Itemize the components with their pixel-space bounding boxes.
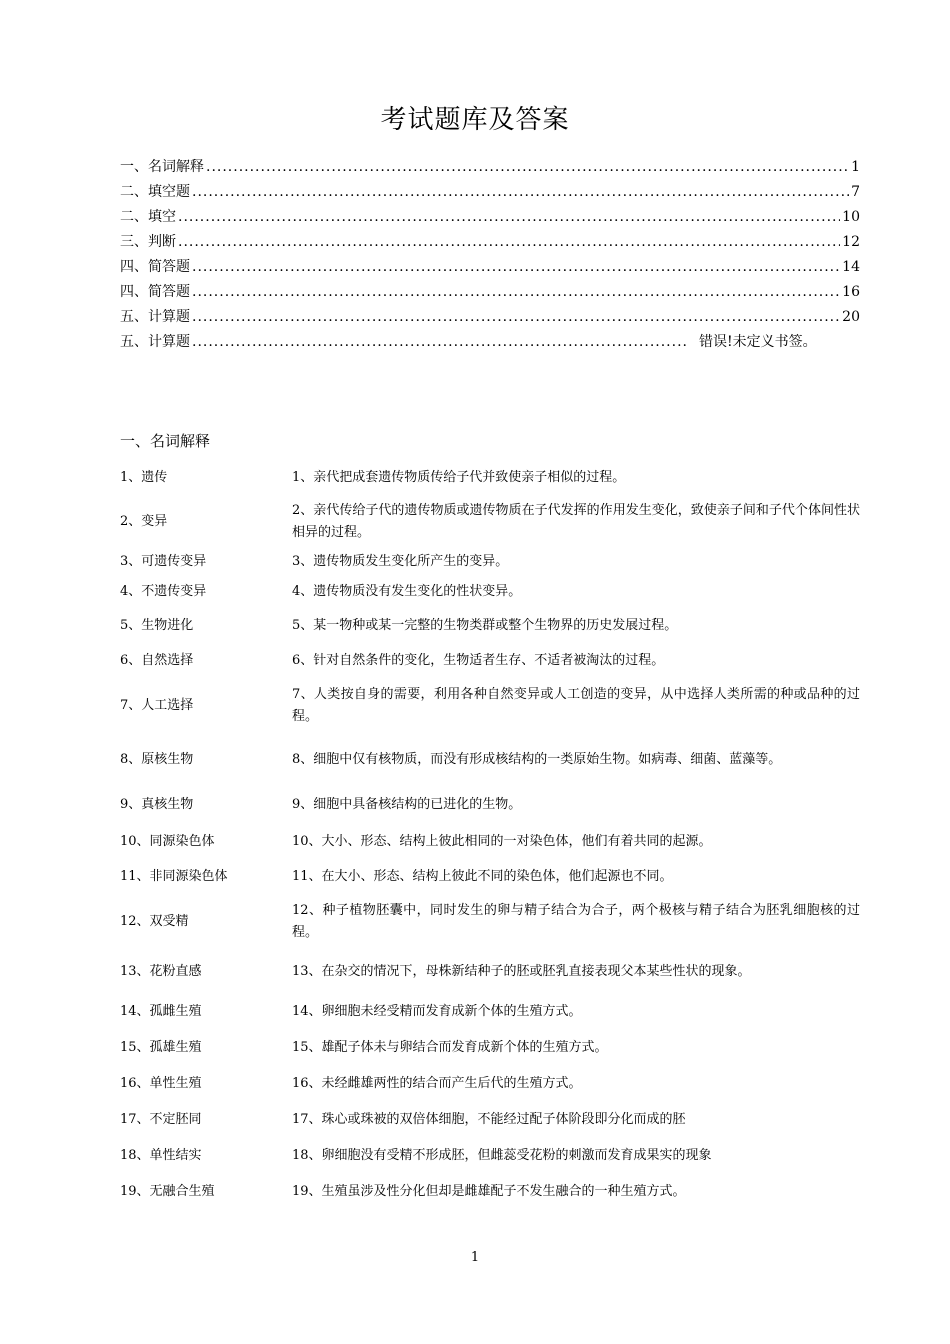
glossary-term: 7、人工选择 xyxy=(120,698,194,713)
toc-leader xyxy=(192,280,840,305)
glossary-definition: 7、人类按自身的需要，利用各种自然变异或人工创造的变异，从中选择人类所需的种或品种的过程。 xyxy=(292,687,860,724)
toc-entry[interactable] xyxy=(120,305,860,330)
toc-entry[interactable] xyxy=(120,230,860,255)
glossary-term: 5、生物进化 xyxy=(120,618,194,633)
toc-leader xyxy=(192,305,840,330)
toc-entry-page: 20 xyxy=(842,309,860,325)
toc-entry[interactable] xyxy=(120,280,860,305)
glossary-term: 13、花粉直感 xyxy=(120,964,202,979)
glossary-term: 4、不遗传变异 xyxy=(120,584,207,599)
glossary-term: 10、同源染色体 xyxy=(120,834,215,849)
glossary-term: 8、原核生物 xyxy=(120,752,194,767)
glossary-term: 2、变异 xyxy=(120,514,168,529)
toc-leader xyxy=(192,330,687,355)
toc-entry-label: 一、名词解释 xyxy=(120,159,204,175)
toc-entry-label: 四、简答题 xyxy=(120,259,190,275)
glossary-item xyxy=(120,994,860,1030)
glossary-item xyxy=(120,576,860,608)
glossary-definition: 12、种子植物胚囊中，同时发生的卵与精子结合为合子，两个极核与精子结合为胚乳细胞核的过程。 xyxy=(292,903,860,940)
toc-entry[interactable] xyxy=(120,255,860,280)
toc-leader xyxy=(178,205,840,230)
glossary-definition: 9、细胞中具备核结构的已进化的生物。 xyxy=(292,797,522,812)
glossary-item xyxy=(120,548,860,576)
glossary-item xyxy=(120,1030,860,1066)
glossary-definition: 8、细胞中仅有核物质，而没有形成核结构的一类原始生物。如病毒、细菌、蓝藻等。 xyxy=(292,752,782,767)
glossary-definition: 11、在大小、形态、结构上彼此不同的染色体，他们起源也不同。 xyxy=(292,869,673,884)
toc-entry-label: 三、判断 xyxy=(120,234,176,250)
toc-entry[interactable] xyxy=(120,155,860,180)
glossary-item xyxy=(120,894,860,950)
glossary-term: 11、非同源染色体 xyxy=(120,869,228,884)
glossary-term: 1、遗传 xyxy=(120,470,168,485)
glossary-definition: 19、生殖虽涉及性分化但却是雌雄配子不发生融合的一种生殖方式。 xyxy=(292,1184,686,1199)
toc-entry-label: 二、填空题 xyxy=(120,184,190,200)
toc-entry[interactable] xyxy=(120,180,860,205)
toc-entry[interactable] xyxy=(120,330,860,355)
glossary-item xyxy=(120,1066,860,1102)
glossary-definition: 17、珠心或珠被的双倍体细胞，不能经过配子体阶段即分化而成的胚 xyxy=(292,1112,686,1127)
toc-entry[interactable] xyxy=(120,205,860,230)
glossary-definition: 5、某一物种或某一完整的生物类群或整个生物界的历史发展过程。 xyxy=(292,618,678,633)
glossary-term: 18、单性结实 xyxy=(120,1148,202,1163)
glossary-term: 14、孤雌生殖 xyxy=(120,1004,202,1019)
glossary-term: 3、可遗传变异 xyxy=(120,554,207,569)
glossary-definition: 4、遗传物质没有发生变化的性状变异。 xyxy=(292,584,522,599)
glossary-item xyxy=(120,1174,860,1210)
glossary-term: 9、真核生物 xyxy=(120,797,194,812)
toc-entry-label: 四、简答题 xyxy=(120,284,190,300)
toc-entry-page: 7 xyxy=(851,184,860,200)
document-title: 考试题库及答案 xyxy=(380,105,570,135)
glossary-list xyxy=(120,460,860,1210)
glossary-item xyxy=(120,608,860,644)
glossary-item xyxy=(120,1138,860,1174)
toc-leader xyxy=(206,155,849,180)
toc-entry-page: 12 xyxy=(842,234,860,250)
toc-leader xyxy=(192,180,849,205)
glossary-definition: 14、卵细胞未经受精而发育成新个体的生殖方式。 xyxy=(292,1004,582,1019)
glossary-definition: 3、遗传物质发生变化所产生的变异。 xyxy=(292,554,509,569)
glossary-item xyxy=(120,496,860,548)
glossary-item xyxy=(120,950,860,994)
glossary-term: 15、孤雄生殖 xyxy=(120,1040,202,1055)
glossary-definition: 6、针对自然条件的变化，生物适者生存、不适者被淘汰的过程。 xyxy=(292,653,665,668)
toc-entry-page: 14 xyxy=(842,259,860,275)
glossary-term: 6、自然选择 xyxy=(120,653,194,668)
glossary-item xyxy=(120,734,860,786)
glossary-definition: 13、在杂交的情况下，母株新结种子的胚或胚乳直接表现父本某些性状的现象。 xyxy=(292,964,751,979)
section-heading: 一、名词解释 xyxy=(120,432,211,450)
toc-leader xyxy=(192,255,840,280)
table-of-contents xyxy=(120,155,860,355)
toc-entry-label: 五、计算题 xyxy=(120,334,190,350)
glossary-definition: 16、未经雌雄两性的结合而产生后代的生殖方式。 xyxy=(292,1076,582,1091)
glossary-item xyxy=(120,860,860,894)
glossary-item xyxy=(120,678,860,734)
toc-entry-label: 二、填空 xyxy=(120,209,176,225)
toc-entry-page: 16 xyxy=(842,284,860,300)
glossary-term: 12、双受精 xyxy=(120,914,189,929)
toc-entry-page: 10 xyxy=(842,209,860,225)
glossary-item xyxy=(120,460,860,496)
glossary-item xyxy=(120,1102,860,1138)
toc-entry-page: 1 xyxy=(851,159,860,175)
glossary-term: 17、不定胚同 xyxy=(120,1112,202,1127)
glossary-definition: 2、亲代传给子代的遗传物质或遗传物质在子代发挥的作用发生变化，致使亲子间和子代个体间性状相异的过程。 xyxy=(292,503,860,540)
glossary-definition: 1、亲代把成套遗传物质传给子代并致使亲子相似的过程。 xyxy=(292,470,626,485)
toc-leader xyxy=(178,230,840,255)
glossary-item xyxy=(120,786,860,824)
glossary-definition: 18、卵细胞没有受精不形成胚，但雌蕊受花粉的刺激而发育成果实的现象 xyxy=(292,1148,712,1163)
toc-entry-page: 错误!未定义书签。 xyxy=(699,334,817,350)
toc-entry-label: 五、计算题 xyxy=(120,309,190,325)
glossary-definition: 10、大小、形态、结构上彼此相同的一对染色体，他们有着共同的起源。 xyxy=(292,834,712,849)
glossary-item xyxy=(120,824,860,860)
glossary-item xyxy=(120,644,860,678)
glossary-term: 16、单性生殖 xyxy=(120,1076,202,1091)
page-number: 1 xyxy=(470,1250,480,1265)
glossary-definition: 15、雄配子体未与卵结合而发育成新个体的生殖方式。 xyxy=(292,1040,608,1055)
glossary-term: 19、无融合生殖 xyxy=(120,1184,215,1199)
